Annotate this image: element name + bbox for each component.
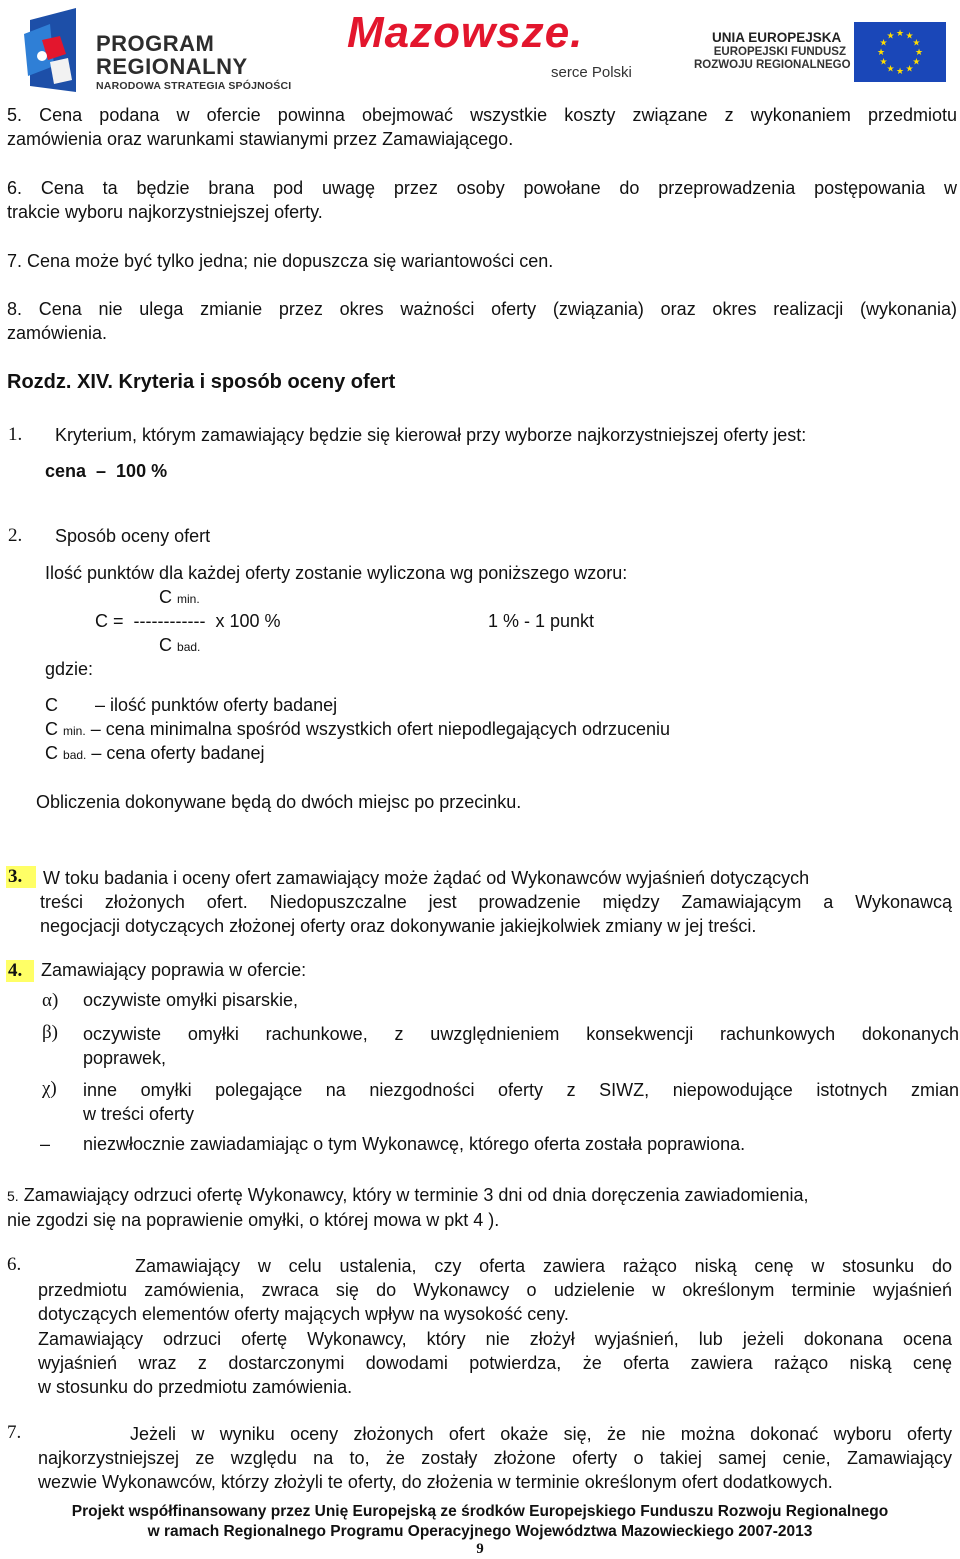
item-4b-marker: β) xyxy=(42,1022,58,1043)
paragraph-6: 6. Cena ta będzie brana pod uwagę przez osoby powołane do przeprowadzenia postępowania w trakcie wyboru najkorzystniejszej oferty. xyxy=(7,178,957,223)
item-4a-text: oczywiste omyłki pisarskie, xyxy=(83,990,299,1010)
item-5: 5. Zamawiający odrzuci ofertę Wykonawcy, który w terminie 3 dni od dnia doręczenia zawiadomienia, nie zgodzi się na poprawienie omyłki, o której mowa w pkt 4 ). xyxy=(7,1185,809,1231)
program-regionalny-logo xyxy=(20,6,310,94)
formula-points: 1 % - 1 punkt xyxy=(488,611,595,631)
formula-denominator: C bad. xyxy=(159,635,201,655)
mazowsze-wordmark: Mazowsze. xyxy=(347,8,584,57)
item-1-text: Kryterium, którym zamawiający będzie się kierował przy wyborze najkorzystniejszej oferty jest: xyxy=(55,425,807,445)
paragraph-8: 8. Cena nie ulega zmianie przez okres ważności oferty (związania) oraz okres realizacji (wykonania) zamówienia. xyxy=(7,299,957,344)
item-3-number: 3. xyxy=(6,866,36,888)
item-2-text: Sposób oceny ofert xyxy=(55,526,211,546)
item-4c-marker: χ) xyxy=(42,1078,57,1099)
item-3-text: W toku badania i oceny ofert zamawiający może żądać od Wykonawców wyjaśnień dotyczących treści złożonych ofert. Niedopuszczalne jest prowadzenie między Zamawiającym a Wykonawcą negocjacji dotyczących złożonej oferty oraz dokonywanie jakiejkolwiek zmiany w jej treści. xyxy=(40,868,952,937)
item-4a-marker: α) xyxy=(42,990,59,1011)
paragraph-7: 7. Cena może być tylko jedna; nie dopuszcza się wariantowości cen. xyxy=(7,251,554,271)
eu-star-icon: ★ xyxy=(895,66,905,76)
item-2-number: 2. xyxy=(8,525,23,546)
paragraph-5: 5. Cena podana w ofercie powinna obejmować wszystkie koszty związane z wykonaniem przedmiotu zamówienia oraz warunkami stawianymi przez Zamawiającego. xyxy=(7,105,957,150)
item-6-text: Zamawiający w celu ustalenia, czy oferta zawiera rażąco niską cenę w stosunku do przedmiotu zamówienia, zwraca się do Wykonawcy o udzielenie w określonym terminie wyjaśnień dotyczących elementów oferty mających wpływ na wysokość ceny. Zamawiający odrzuci ofertę Wykonawcy, który nie złożył wyjaśnień, lub jeżeli dokonana ocena wyjaśnień wraz z dostarczonymi dowodami potwierdza, że oferta zawiera rażąco niską cenę w stosunku do przedmiotu zamówienia. xyxy=(38,1256,952,1398)
eu-star-icon: ★ xyxy=(886,63,895,74)
eu-star-icon: ★ xyxy=(879,56,888,67)
legend-c-min: C min. – cena minimalna spośród wszystkich ofert niepodlegających odrzuceniu xyxy=(45,719,671,739)
item-4b-text: oczywiste omyłki rachunkowe, z uwzględnieniem konsekwencji rachunkowych dokonanych poprawek, xyxy=(83,1024,959,1069)
item-4-text: Zamawiający poprawia w ofercie: xyxy=(41,960,307,980)
item-7-text: Jeżeli w wyniku oceny złożonych ofert okaże się, że nie można dokonać wyboru oferty najkorzystniejszej ze względu na to, że zostały złożone oferty o takiej samej cenie, Zamawiający wezwie Wykonawców, którzy złożyli te oferty, do złożenia w terminie określonym ofert dodatkowych. xyxy=(38,1424,952,1493)
item-1-number: 1. xyxy=(8,424,23,445)
item-4d-marker: – xyxy=(40,1134,51,1154)
legend-c-bad: C bad. – cena oferty badanej xyxy=(45,743,265,763)
formula-main: C = ------------ x 100 % xyxy=(95,611,281,631)
eu-star-icon: ★ xyxy=(876,47,886,57)
eu-star-icon: ★ xyxy=(914,47,924,57)
program-regionalny-title: PROGRAM REGIONALNY xyxy=(96,31,248,79)
eu-star-icon: ★ xyxy=(879,37,888,48)
item-4c-text: inne omyłki polegające na niezgodności oferty z SIWZ, niepowodujące istotnych zmian w treści oferty xyxy=(83,1080,959,1125)
criterion-price: cena – 100 % xyxy=(45,461,168,481)
item-7-number: 7. xyxy=(7,1422,22,1443)
eu-star-icon: ★ xyxy=(895,28,905,38)
eu-star-icon: ★ xyxy=(905,30,914,41)
header-logos xyxy=(0,0,960,100)
legend-c: C – ilość punktów oferty badanej xyxy=(45,695,338,715)
eu-star-icon: ★ xyxy=(905,63,914,74)
footer-cofinancing: Projekt współfinansowany przez Unię Europejską ze środków Europejskiego Funduszu Rozwoju Regionalnego w ramach Regionalnego Programu Operacyjnego Województwa Mazowieckiego 2007-2013 xyxy=(71,1503,889,1540)
program-regionalny-subtitle: NARODOWA STRATEGIA SPÓJNOŚCI xyxy=(96,80,292,92)
mazowsze-logo xyxy=(345,8,645,88)
item-4-number: 4. xyxy=(6,960,34,982)
item-6-number: 6. xyxy=(7,1254,22,1275)
eu-star-icon: ★ xyxy=(912,37,921,48)
eu-star-icon: ★ xyxy=(912,56,921,67)
eu-logo xyxy=(694,18,948,84)
item-4d-text: niezwłocznie zawiadamiając o tym Wykonawcę, którego oferta została poprawiona. xyxy=(83,1134,746,1154)
formula-intro: Ilość punktów dla każdej oferty zostanie wyliczona wg poniższego wzoru: xyxy=(45,563,628,583)
page-number: 9 xyxy=(476,1541,484,1557)
eu-title: UNIA EUROPEJSKA xyxy=(712,30,842,45)
section-heading: Rozdz. XIV. Kryteria i sposób oceny ofert xyxy=(7,371,396,393)
mazowsze-tagline: serce Polski xyxy=(551,64,632,81)
eu-star-icon: ★ xyxy=(886,30,895,41)
rounding-note: Obliczenia dokonywane będą do dwóch miejsc po przecinku. xyxy=(36,792,522,812)
eu-fund-name: EUROPEJSKI FUNDUSZ ROZWOJU REGIONALNEGO xyxy=(694,46,851,71)
gdzie-label: gdzie: xyxy=(45,659,94,679)
formula-numerator: C min. xyxy=(159,587,200,607)
eu-flag-icon xyxy=(854,22,946,82)
program-regionalny-emblem-icon xyxy=(20,6,82,94)
